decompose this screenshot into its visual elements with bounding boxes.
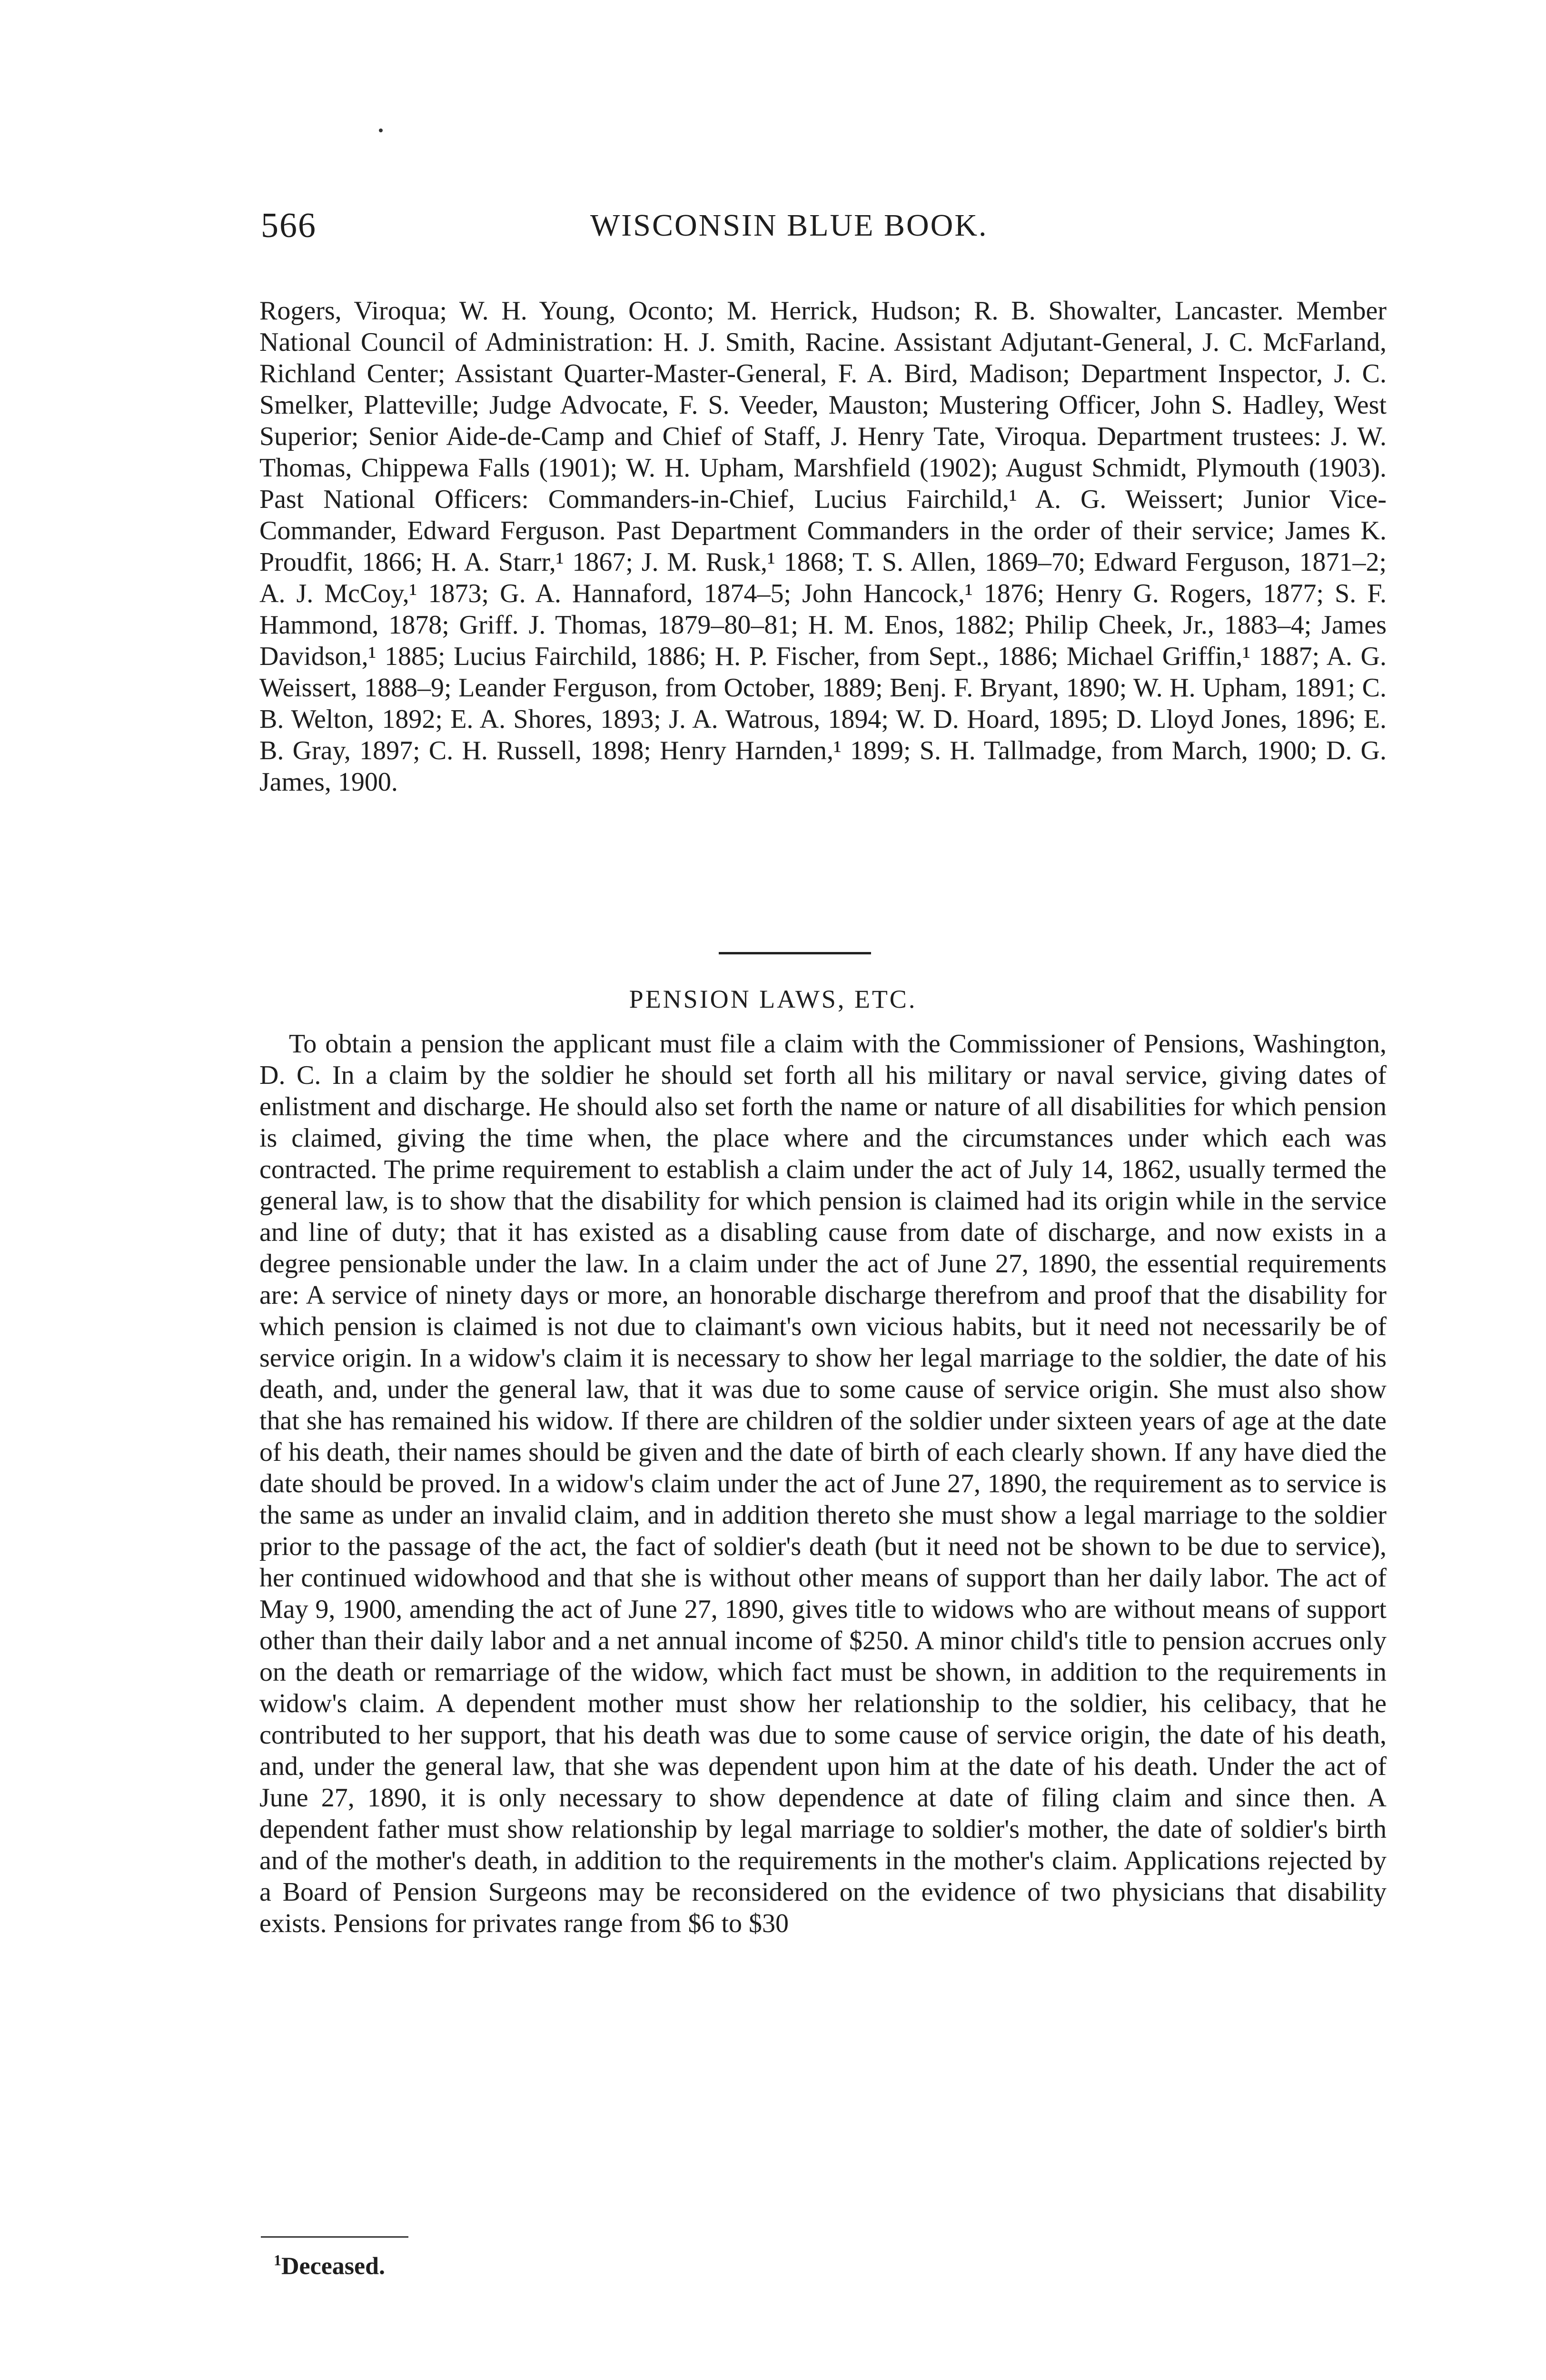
section-divider <box>719 952 871 954</box>
gar-officers-paragraph: Rogers, Viroqua; W. H. Young, Oconto; M. Herrick, Hudson; R. B. Showalter, Lancaster. Member National Council of Administration: H. J. Smith, Racine. Assistant Adjutant-General, J. C. McFarland, Richland Center; Assistant Quarter-Master-General, F. A. Bird, Madison; Department Inspector, J. C. Smelker, Platteville; Judge Advocate, F. S. Veeder, Mauston; Mustering Officer, John S. Hadley, West Superior; Senior Aide-de-Camp and Chief of Staff, J. Henry Tate, Viroqua. Department trustees: J. W. Thomas, Chippewa Falls (1901); W. H. Upham, Marshfield (1902); August Schmidt, Plymouth (1903). Past National Officers: Commanders-in-Chief, Lucius Fairchild,¹ A. G. Weissert; Junior Vice-Commander, Edward Ferguson. Past Department Commanders in the order of their service; James K. Proudfit, 1866; H. A. Starr,¹ 1867; J. M. Rusk,¹ 1868; T. S. Allen, 1869–70; Edward Ferguson, 1871–2; A. J. McCoy,¹ 1873; G. A. Hannaford, 1874–5; John Hancock,¹ 1876; Henry G. Rogers, 1877; S. F. Hammond, 1878; Griff. J. Thomas, 1879–80–81; H. M. Enos, 1882; Philip Cheek, Jr., 1883–4; James Davidson,¹ 1885; Lucius Fairchild, 1886; H. P. Fischer, from Sept., 1886; Michael Griffin,¹ 1887; A. G. Weissert, 1888–9; Leander Ferguson, from October, 1889; Benj. F. Bryant, 1890; W. H. Upham, 1891; C. B. Welton, 1892; E. A. Shores, 1893; J. A. Watrous, 1894; W. D. Hoard, 1895; D. Lloyd Jones, 1896; E. B. Gray, 1897; C. H. Russell, 1898; Henry Harnden,¹ 1899; S. H. Tallmadge, from March, 1900; D. G. James, 1900. <box>259 296 1387 797</box>
footnote <box>274 2251 385 2280</box>
print-speck <box>379 129 383 132</box>
footnote-rule <box>261 2236 408 2238</box>
page-number: 566 <box>261 206 317 245</box>
running-head-title: WISCONSIN BLUE BOOK. <box>590 208 988 243</box>
pension-laws-paragraph: To obtain a pension the applicant must file a claim with the Commissioner of Pensions, Washington, D. C. In a claim by the soldier he should set forth all his military or naval service, giving dates of enlistment and discharge. He should also set forth the name or nature of all disabilities for which pension is claimed, giving the time when, the place where and the circumstances under which each was contracted. The prime requirement to establish a claim under the act of July 14, 1862, usually termed the general law, is to show that the disability for which pension is claimed had its origin while in the service and line of duty; that it has existed as a disabling cause from date of discharge, and now exists in a degree pensionable under the law. In a claim under the act of June 27, 1890, the essential requirements are: A service of ninety days or more, an honorable discharge therefrom and proof that the disability for which pension is claimed is not due to claimant's own vicious habits, but it need not necessarily be of service origin. In a widow's claim it is necessary to show her legal marriage to the soldier, the date of his death, and, under the general law, that it was due to some cause of service origin. She must also show that she has remained his widow. If there are children of the soldier under sixteen years of age at the date of his death, their names should be given and the date of birth of each clearly shown. If any have died the date should be proved. In a widow's claim under the act of June 27, 1890, the requirement as to service is the same as under an invalid claim, and in addition thereto she must show a legal marriage to the soldier prior to the passage of the act, the fact of soldier's death (but it need not be shown to be due to service), her continued widowhood and that she is without other means of support than her daily labor. The act of May 9, 1900, amending the act of June 27, 1890, gives title to widows who are without means of support other than their daily labor and a net annual income of $250. A minor child's title to pension accrues only on the death or remarriage of the widow, which fact must be shown, in addition to the requirements in widow's claim. A dependent mother must show her relationship to the soldier, his celibacy, that he contributed to her support, that his death was due to some cause of service origin, the date of his death, and, under the general law, that she was dependent upon him at the date of his death. Under the act of June 27, 1890, it is only necessary to show dependence at date of filing claim and since then. A dependent father must show relationship by legal marriage to soldier's mother, the date of soldier's birth and of the mother's death, in addition to the requirements in the mother's claim. Applications rejected by a Board of Pension Surgeons may be reconsidered on the evidence of two physicians that disability exists. Pensions for privates range from $6 to $30 <box>259 1029 1387 1938</box>
section-heading-pension-laws: PENSION LAWS, ETC. <box>629 985 917 1013</box>
footnote-text: Deceased. <box>281 2252 386 2280</box>
footnote-marker: 1 <box>274 2251 281 2269</box>
